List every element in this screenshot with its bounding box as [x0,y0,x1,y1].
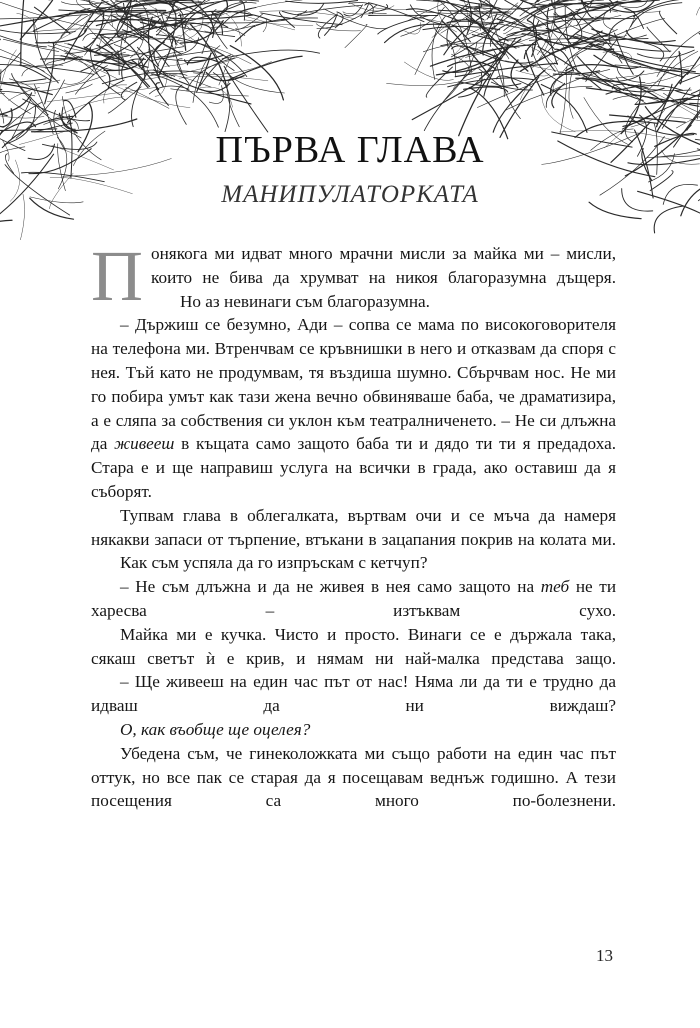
paragraph: Тупвам глава в облегалката, въртвам очи и се мъча да намеря някакви запаси от търпение, втъкани в зацапания покрив на колата ми. [91,505,616,549]
page-number: 13 [596,946,613,965]
paragraph: Понякога ми идват много мрачни мисли за майка ми – мисли, които не бива да хрумват на никоя благоразумна дъщеря. [91,236,616,316]
chapter-title: ПЪРВА ГЛАВА [215,129,485,171]
paragraph: – Не съм длъжна и да не живея в нея само защото на теб не ти харесва – изтъквам сухо. [91,577,617,620]
paragraph: Убедена съм, че гинеколожката ми също работи на един час път оттук, но все пак се старая да я посещавам веднъж годишно. А тези посещения са много по-болезнени. [91,743,616,811]
paragraph: Майка ми е кучка. Чисто и просто. Винаги се е държала така, сякаш светът ѝ е крив, и нямам ни най-малка представа защо. [91,624,616,668]
body-text [91,236,617,813]
paragraph: О, как въобще ще оцелея? [120,719,311,739]
drop-cap: П [91,236,143,316]
paragraph: – Ще живееш на един час път от нас! Няма ли да ти е трудно да идваш да ни виждаш? [91,672,616,716]
paragraph: Но аз невинаги съм благоразумна. [180,291,430,311]
chapter-subtitle: МАНИПУЛАТОРКАТА [221,181,479,208]
paragraph: Как съм успяла да го изпръскам с кетчуп? [120,553,428,573]
paragraph: – Държиш се безумно, Ади – сопва се мама по високоговорителя на телефона ми. Втренчвам се кръвнишки в него и отказвам да споря с нея. Тъй като не продумвам, тя въздиша шумно. Сбърчвам нос. Не ми го побира умът как тази жена вечно обвиняваше баба, че драматизира, а е сляпа за собствения си уклон към театралниченето. – Не си длъжна да живееш в къщата само защото баба ти и дядо ти ти я предадоха. Стара е и ще направиш услуга на всички в града, ако оставиш да я съборят. [91,315,617,501]
